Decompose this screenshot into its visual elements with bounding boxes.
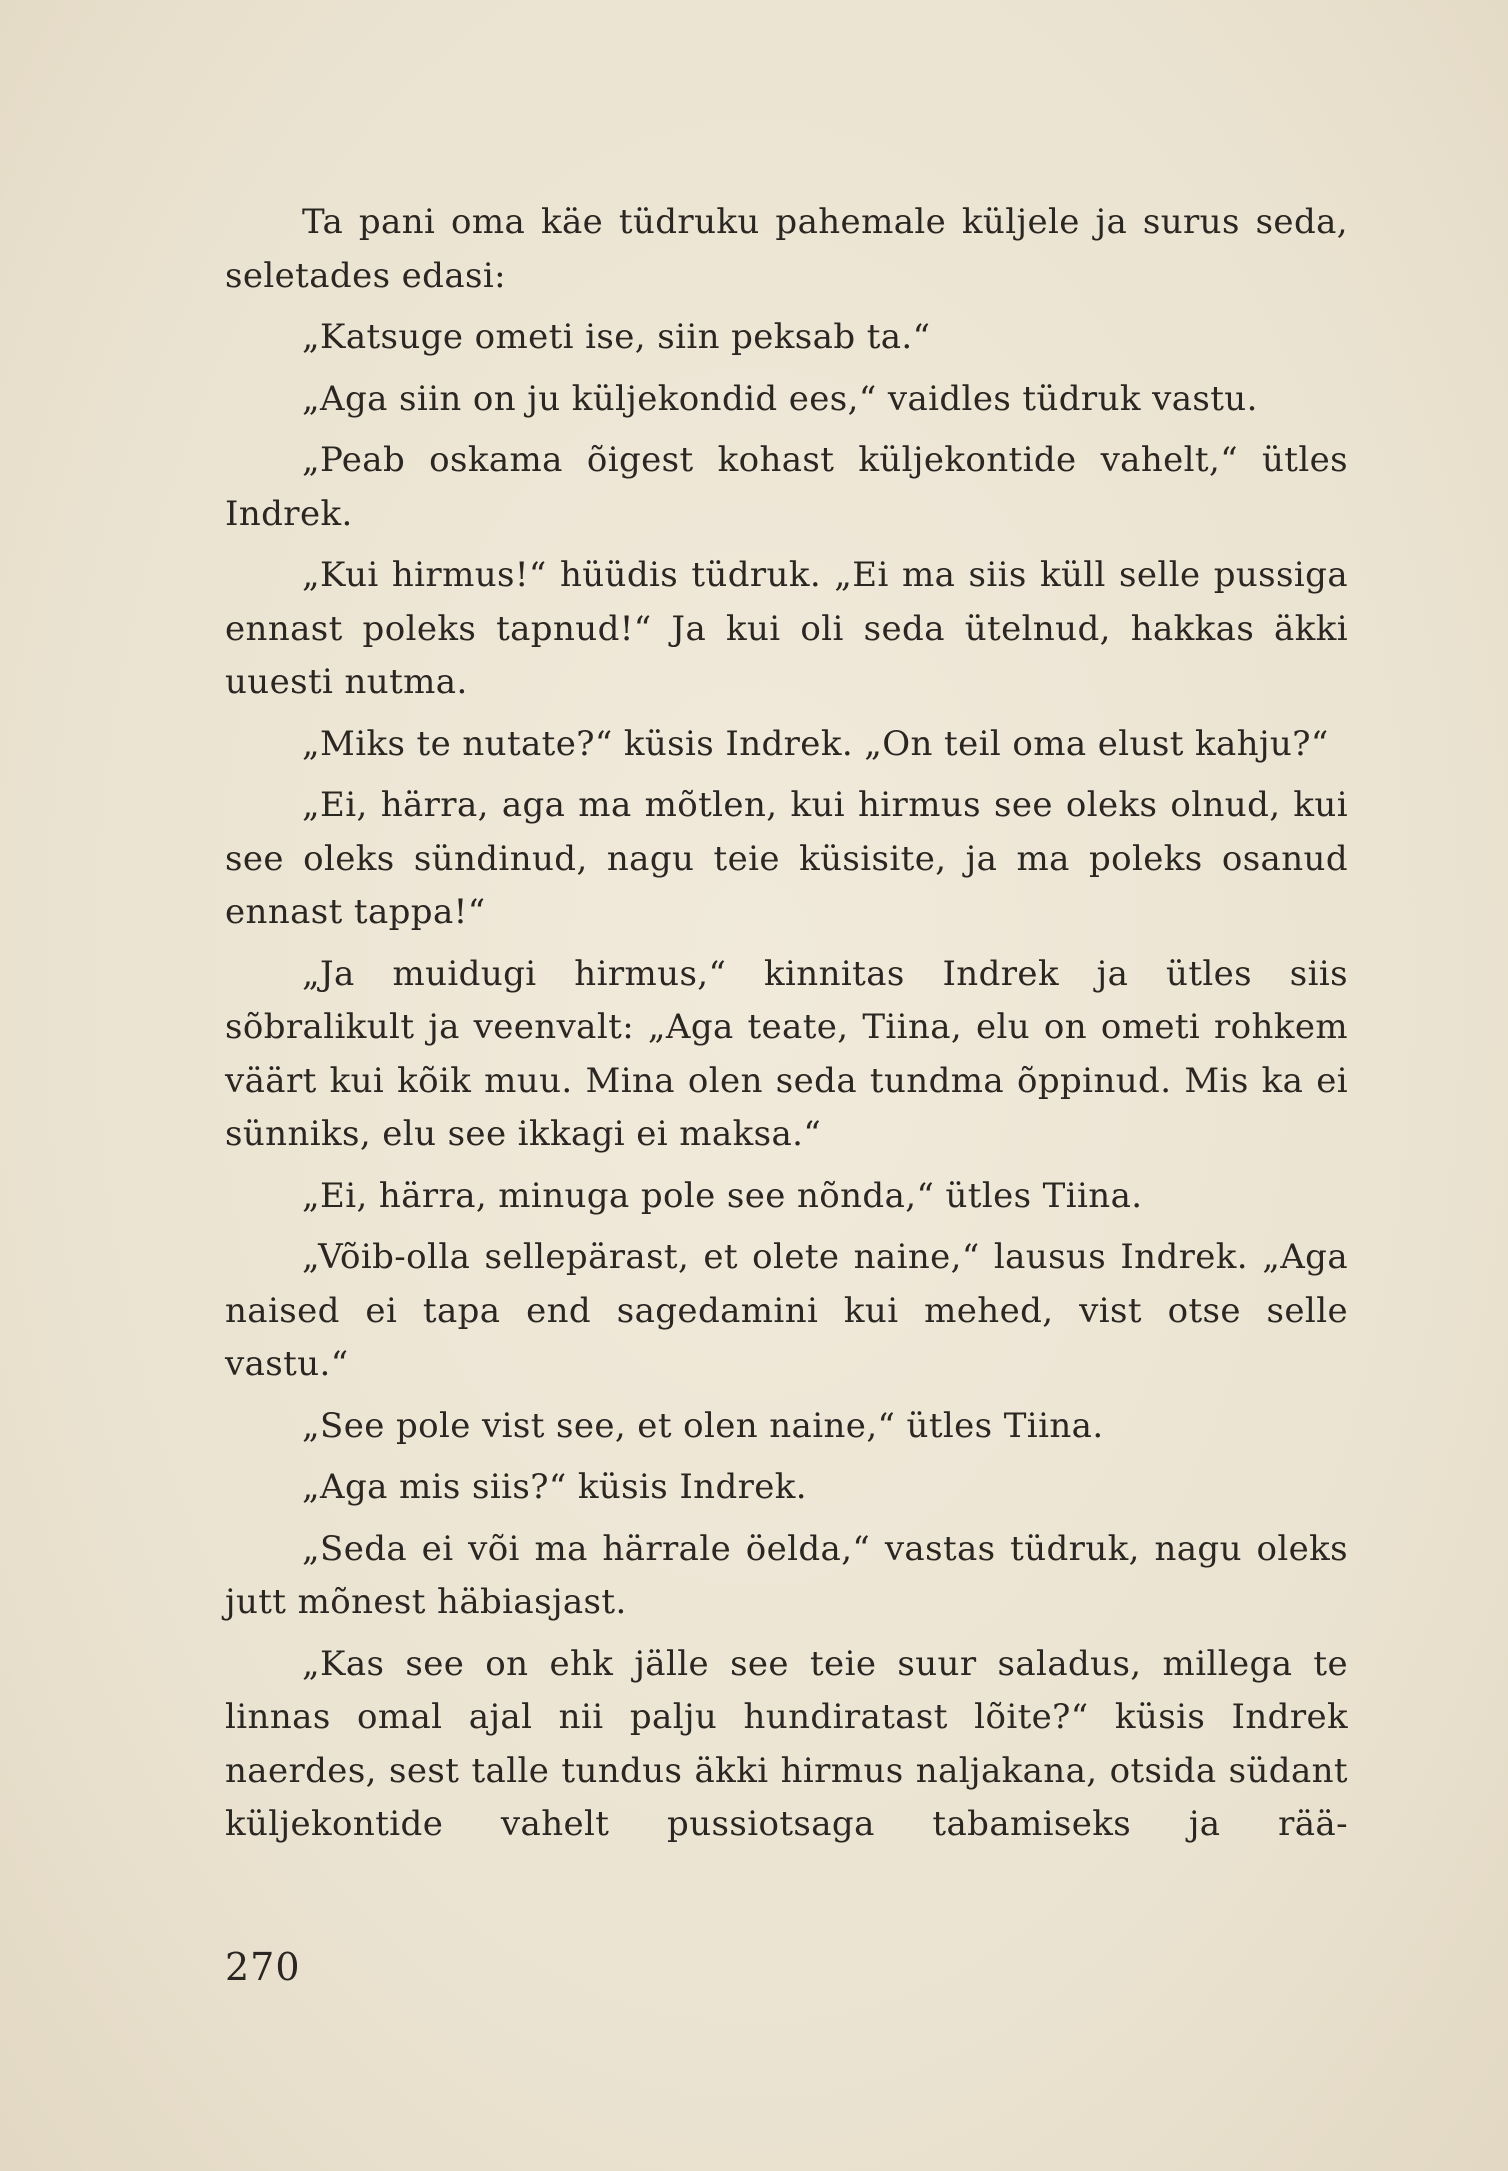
paragraph: „Seda ei või ma härrale öelda,“ vastas tüdruk, nagu oleks jutt mõnest häbiasjast. (225, 1528, 1348, 1622)
page-number: 270 (225, 1945, 301, 1989)
body-text (225, 196, 1348, 1860)
paragraph: „Aga mis siis?“ küsis Indrek. (302, 1467, 807, 1507)
paragraph: „Kas see on ehk jälle see teie suur saladus, millega te linnas omal ajal nii palju hundiratast lõite?“ küsis Indrek naerdes, sest talle tundus äkki hirmus naljakana, otsida südant küljekontide vahelt pussiotsaga tabamiseks ja rää- (225, 1643, 1348, 1844)
paragraph: „Ei, härra, aga ma mõtlen, kui hirmus see oleks olnud, kui see oleks sündinud, nagu teie küsisite, ja ma poleks osanud ennast tappa!“ (225, 785, 1348, 932)
paragraph: „Katsuge ometi ise, siin peksab ta.“ (302, 317, 931, 357)
paragraph: „Aga siin on ju küljekondid ees,“ vaidles tüdruk vastu. (302, 378, 1258, 419)
paragraph: „Ei, härra, minuga pole see nõnda,“ ütles Tiina. (302, 1175, 1143, 1216)
paragraph: „Võib-olla sellepärast, et olete naine,“ lausus Indrek. „Aga naised ei tapa end sagedamini kui mehed, vist otse selle vastu.“ (225, 1237, 1348, 1384)
paragraph: „Peab oskama õigest kohast küljekontide vahelt,“ ütles Indrek. (225, 440, 1348, 534)
paragraph: „See pole vist see, et olen naine,“ ütles Tiina. (302, 1405, 1104, 1446)
paragraph: „Kui hirmus!“ hüüdis tüdruk. „Ei ma siis küll selle pussiga ennast poleks tapnud!“ Ja kui oli seda ütelnud, hakkas äkki uuesti nutma. (225, 555, 1348, 702)
paragraph: „Miks te nutate?“ küsis Indrek. „On teil oma elust kahju?“ (302, 723, 1329, 764)
paragraph: Ta pani oma käe tüdruku pahemale küljele ja surus seda, seletades edasi: (225, 202, 1348, 296)
paragraph: „Ja muidugi hirmus,“ kinnitas Indrek ja ütles siis sõbralikult ja veenvalt: „Aga teate, Tiina, elu on ometi rohkem väärt kui kõik muu. Mina olen seda tundma õppinud. Mis ka ei sünniks, elu see ikkagi ei maksa.“ (225, 953, 1348, 1154)
